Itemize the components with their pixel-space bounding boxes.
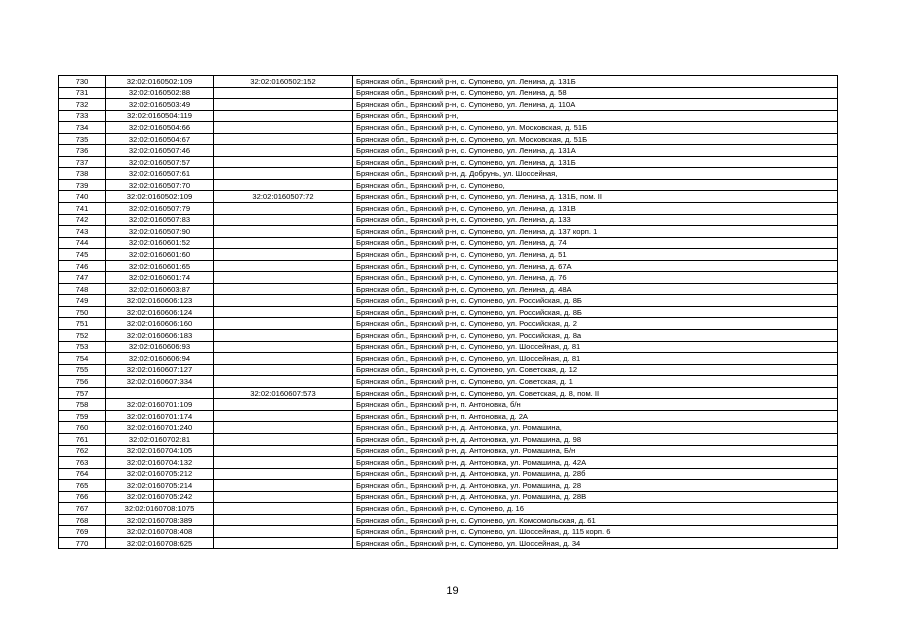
table-row (59, 514, 838, 526)
table-row (59, 480, 838, 492)
table-row (59, 410, 838, 422)
linked-cadastral-number-cell (214, 399, 353, 411)
row-number-cell: 734 (59, 122, 106, 134)
cadastral-number-cell: 32:02:0160705:214 (106, 480, 214, 492)
linked-cadastral-number-cell (214, 330, 353, 342)
address-cell: Брянская обл., Брянский р-н, д. Антоновка, ул. Ромашина, (353, 422, 838, 434)
address-cell: Брянская обл., Брянский р-н, с. Супонево, ул. Ленина, д. 58 (353, 87, 838, 99)
linked-cadastral-number-cell (214, 514, 353, 526)
linked-cadastral-number-cell (214, 364, 353, 376)
cadastral-number-cell: 32:02:0160507:61 (106, 168, 214, 180)
cadastral-number-cell: 32:02:0160504:119 (106, 110, 214, 122)
row-number-cell: 738 (59, 168, 106, 180)
row-number-cell: 730 (59, 76, 106, 88)
linked-cadastral-number-cell (214, 133, 353, 145)
address-cell: Брянская обл., Брянский р-н, с. Супонево, ул. Шоссейная, д. 81 (353, 341, 838, 353)
table-row (59, 433, 838, 445)
linked-cadastral-number-cell (214, 99, 353, 111)
cadastral-table (58, 75, 838, 549)
table-row (59, 503, 838, 515)
address-cell: Брянская обл., Брянский р-н, с. Супонево, ул. Ленина, д. 131А (353, 145, 838, 157)
row-number-cell: 752 (59, 330, 106, 342)
table-row (59, 306, 838, 318)
cadastral-number-cell: 32:02:0160705:212 (106, 468, 214, 480)
row-number-cell: 754 (59, 353, 106, 365)
address-cell: Брянская обл., Брянский р-н, с. Супонево, ул. Российская, д. 8Б (353, 295, 838, 307)
table-row (59, 376, 838, 388)
row-number-cell: 770 (59, 537, 106, 549)
table-row (59, 237, 838, 249)
linked-cadastral-number-cell (214, 260, 353, 272)
address-cell: Брянская обл., Брянский р-н, с. Супонево, ул. Московская, д. 51Б (353, 133, 838, 145)
linked-cadastral-number-cell (214, 214, 353, 226)
row-number-cell: 750 (59, 306, 106, 318)
linked-cadastral-number-cell: 32:02:0160502:152 (214, 76, 353, 88)
linked-cadastral-number-cell (214, 376, 353, 388)
cadastral-number-cell: 32:02:0160507:57 (106, 156, 214, 168)
page-number: 19 (446, 585, 459, 597)
row-number-cell: 749 (59, 295, 106, 307)
address-cell: Брянская обл., Брянский р-н, (353, 110, 838, 122)
table-row (59, 364, 838, 376)
cadastral-number-cell: 32:02:0160507:90 (106, 226, 214, 238)
cadastral-number-cell: 32:02:0160502:109 (106, 191, 214, 203)
table-row (59, 387, 838, 399)
linked-cadastral-number-cell (214, 341, 353, 353)
row-number-cell: 742 (59, 214, 106, 226)
cadastral-number-cell: 32:02:0160705:242 (106, 491, 214, 503)
linked-cadastral-number-cell (214, 168, 353, 180)
cadastral-number-cell: 32:02:0160607:334 (106, 376, 214, 388)
row-number-cell: 751 (59, 318, 106, 330)
row-number-cell: 745 (59, 249, 106, 261)
row-number-cell: 740 (59, 191, 106, 203)
table-row (59, 353, 838, 365)
row-number-cell: 736 (59, 145, 106, 157)
cadastral-number-cell: 32:02:0160601:60 (106, 249, 214, 261)
cadastral-number-cell: 32:02:0160507:79 (106, 203, 214, 215)
cadastral-number-cell: 32:02:0160702:81 (106, 433, 214, 445)
cadastral-number-cell: 32:02:0160606:123 (106, 295, 214, 307)
linked-cadastral-number-cell (214, 422, 353, 434)
row-number-cell: 743 (59, 226, 106, 238)
address-cell: Брянская обл., Брянский р-н, с. Супонево, ул. Ленина, д. 131Б (353, 156, 838, 168)
row-number-cell: 747 (59, 272, 106, 284)
table-row (59, 526, 838, 538)
table-row (59, 133, 838, 145)
row-number-cell: 765 (59, 480, 106, 492)
cadastral-number-cell: 32:02:0160507:70 (106, 179, 214, 191)
linked-cadastral-number-cell (214, 122, 353, 134)
cadastral-number-cell: 32:02:0160708:389 (106, 514, 214, 526)
address-cell: Брянская обл., Брянский р-н, п. Антоновка, б/н (353, 399, 838, 411)
cadastral-number-cell: 32:02:0160606:183 (106, 330, 214, 342)
linked-cadastral-number-cell (214, 537, 353, 549)
cadastral-number-cell: 32:02:0160606:160 (106, 318, 214, 330)
table-row (59, 226, 838, 238)
linked-cadastral-number-cell (214, 491, 353, 503)
address-cell: Брянская обл., Брянский р-н, п. Антоновка, д. 2А (353, 410, 838, 422)
table-row (59, 99, 838, 111)
address-cell: Брянская обл., Брянский р-н, д. Антоновка, ул. Ромашина, д. 28б (353, 468, 838, 480)
row-number-cell: 732 (59, 99, 106, 111)
row-number-cell: 733 (59, 110, 106, 122)
row-number-cell: 735 (59, 133, 106, 145)
cadastral-number-cell: 32:02:0160503:49 (106, 99, 214, 111)
table-row (59, 260, 838, 272)
linked-cadastral-number-cell (214, 226, 353, 238)
row-number-cell: 767 (59, 503, 106, 515)
address-cell: Брянская обл., Брянский р-н, с. Супонево, (353, 179, 838, 191)
linked-cadastral-number-cell (214, 272, 353, 284)
table-row (59, 295, 838, 307)
linked-cadastral-number-cell (214, 457, 353, 469)
cadastral-number-cell: 32:02:0160502:109 (106, 76, 214, 88)
row-number-cell: 766 (59, 491, 106, 503)
address-cell: Брянская обл., Брянский р-н, с. Супонево, ул. Ленина, д. 48А (353, 283, 838, 295)
linked-cadastral-number-cell (214, 237, 353, 249)
address-cell: Брянская обл., Брянский р-н, с. Супонево, ул. Советская, д. 8, пом. II (353, 387, 838, 399)
cadastral-number-cell: 32:02:0160606:124 (106, 306, 214, 318)
linked-cadastral-number-cell (214, 145, 353, 157)
table-row (59, 272, 838, 284)
linked-cadastral-number-cell (214, 295, 353, 307)
row-number-cell: 758 (59, 399, 106, 411)
address-cell: Брянская обл., Брянский р-н, с. Супонево, ул. Ленина, д. 131Б (353, 76, 838, 88)
address-cell: Брянская обл., Брянский р-н, с. Супонево, ул. Ленина, д. 133 (353, 214, 838, 226)
cadastral-number-cell: 32:02:0160704:105 (106, 445, 214, 457)
linked-cadastral-number-cell (214, 480, 353, 492)
table-row (59, 179, 838, 191)
table-row (59, 457, 838, 469)
address-cell: Брянская обл., Брянский р-н, д. Антоновка, ул. Ромашина, д. 42А (353, 457, 838, 469)
linked-cadastral-number-cell (214, 468, 353, 480)
address-cell: Брянская обл., Брянский р-н, с. Супонево, ул. Российская, д. 8а (353, 330, 838, 342)
cadastral-number-cell: 32:02:0160708:625 (106, 537, 214, 549)
linked-cadastral-number-cell (214, 179, 353, 191)
cadastral-number-cell: 32:02:0160504:67 (106, 133, 214, 145)
row-number-cell: 764 (59, 468, 106, 480)
address-cell: Брянская обл., Брянский р-н, д. Антоновка, ул. Ромашина, д. 28 (353, 480, 838, 492)
row-number-cell: 756 (59, 376, 106, 388)
linked-cadastral-number-cell (214, 353, 353, 365)
table-row (59, 249, 838, 261)
table-row (59, 318, 838, 330)
table-row (59, 203, 838, 215)
cadastral-number-cell: 32:02:0160708:1075 (106, 503, 214, 515)
row-number-cell: 739 (59, 179, 106, 191)
table-row (59, 341, 838, 353)
cadastral-number-cell: 32:02:0160603:87 (106, 283, 214, 295)
address-cell: Брянская обл., Брянский р-н, с. Супонево, ул. Советская, д. 12 (353, 364, 838, 376)
table-row (59, 168, 838, 180)
address-cell: Брянская обл., Брянский р-н, с. Супонево, ул. Ленина, д. 67А (353, 260, 838, 272)
table-row (59, 283, 838, 295)
table-row (59, 214, 838, 226)
row-number-cell: 759 (59, 410, 106, 422)
cadastral-number-cell: 32:02:0160606:93 (106, 341, 214, 353)
table-row (59, 122, 838, 134)
linked-cadastral-number-cell (214, 203, 353, 215)
linked-cadastral-number-cell (214, 526, 353, 538)
address-cell: Брянская обл., Брянский р-н, с. Супонево, ул. Ленина, д. 110А (353, 99, 838, 111)
cadastral-number-cell (106, 387, 214, 399)
table-row (59, 468, 838, 480)
table-row (59, 87, 838, 99)
linked-cadastral-number-cell: 32:02:0160507:72 (214, 191, 353, 203)
address-cell: Брянская обл., Брянский р-н, д. Антоновка, ул. Ромашина, д. 98 (353, 433, 838, 445)
address-cell: Брянская обл., Брянский р-н, д. Добрунь, ул. Шоссейная, (353, 168, 838, 180)
row-number-cell: 746 (59, 260, 106, 272)
linked-cadastral-number-cell (214, 306, 353, 318)
table-row (59, 330, 838, 342)
table-row (59, 422, 838, 434)
linked-cadastral-number-cell (214, 410, 353, 422)
linked-cadastral-number-cell (214, 87, 353, 99)
row-number-cell: 731 (59, 87, 106, 99)
cadastral-number-cell: 32:02:0160704:132 (106, 457, 214, 469)
address-cell: Брянская обл., Брянский р-н, с. Супонево, ул. Ленина, д. 137 корп. 1 (353, 226, 838, 238)
table-row (59, 145, 838, 157)
cadastral-number-cell: 32:02:0160507:83 (106, 214, 214, 226)
linked-cadastral-number-cell (214, 433, 353, 445)
table-row (59, 399, 838, 411)
address-cell: Брянская обл., Брянский р-н, д. Антоновка, ул. Ромашина, Б/н (353, 445, 838, 457)
table-row (59, 156, 838, 168)
cadastral-number-cell: 32:02:0160601:52 (106, 237, 214, 249)
row-number-cell: 737 (59, 156, 106, 168)
cadastral-number-cell: 32:02:0160502:88 (106, 87, 214, 99)
address-cell: Брянская обл., Брянский р-н, с. Супонево, ул. Ленина, д. 76 (353, 272, 838, 284)
address-cell: Брянская обл., Брянский р-н, с. Супонево, ул. Ленина, д. 131Б, пом. II (353, 191, 838, 203)
table-row (59, 491, 838, 503)
address-cell: Брянская обл., Брянский р-н, с. Супонево, ул. Комсомольская, д. 61 (353, 514, 838, 526)
table-row (59, 110, 838, 122)
table-row (59, 537, 838, 549)
cadastral-number-cell: 32:02:0160504:66 (106, 122, 214, 134)
row-number-cell: 741 (59, 203, 106, 215)
address-cell: Брянская обл., Брянский р-н, с. Супонево, ул. Ленина, д. 74 (353, 237, 838, 249)
address-cell: Брянская обл., Брянский р-н, с. Супонево, ул. Российская, д. 2 (353, 318, 838, 330)
cadastral-number-cell: 32:02:0160701:240 (106, 422, 214, 434)
cadastral-number-cell: 32:02:0160701:174 (106, 410, 214, 422)
table-row (59, 191, 838, 203)
row-number-cell: 757 (59, 387, 106, 399)
row-number-cell: 763 (59, 457, 106, 469)
address-cell: Брянская обл., Брянский р-н, с. Супонево, ул. Ленина, д. 51 (353, 249, 838, 261)
linked-cadastral-number-cell (214, 503, 353, 515)
address-cell: Брянская обл., Брянский р-н, д. Антоновка, ул. Ромашина, д. 28В (353, 491, 838, 503)
row-number-cell: 768 (59, 514, 106, 526)
address-cell: Брянская обл., Брянский р-н, с. Супонево, ул. Шоссейная, д. 81 (353, 353, 838, 365)
row-number-cell: 761 (59, 433, 106, 445)
cadastral-number-cell: 32:02:0160606:94 (106, 353, 214, 365)
linked-cadastral-number-cell (214, 445, 353, 457)
cadastral-number-cell: 32:02:0160601:65 (106, 260, 214, 272)
address-cell: Брянская обл., Брянский р-н, с. Супонево, ул. Ленина, д. 131В (353, 203, 838, 215)
table-body (59, 76, 838, 549)
cadastral-number-cell: 32:02:0160701:109 (106, 399, 214, 411)
linked-cadastral-number-cell (214, 156, 353, 168)
address-cell: Брянская обл., Брянский р-н, с. Супонево, ул. Шоссейная, д. 115 корп. 6 (353, 526, 838, 538)
address-cell: Брянская обл., Брянский р-н, с. Супонево, ул. Советская, д. 1 (353, 376, 838, 388)
address-cell: Брянская обл., Брянский р-н, с. Супонево, д. 16 (353, 503, 838, 515)
linked-cadastral-number-cell (214, 249, 353, 261)
cadastral-number-cell: 32:02:0160607:127 (106, 364, 214, 376)
cadastral-number-cell: 32:02:0160708:408 (106, 526, 214, 538)
row-number-cell: 755 (59, 364, 106, 376)
table-row (59, 445, 838, 457)
linked-cadastral-number-cell (214, 318, 353, 330)
address-cell: Брянская обл., Брянский р-н, с. Супонево, ул. Московская, д. 51Б (353, 122, 838, 134)
table-row (59, 76, 838, 88)
row-number-cell: 760 (59, 422, 106, 434)
cadastral-number-cell: 32:02:0160601:74 (106, 272, 214, 284)
address-cell: Брянская обл., Брянский р-н, с. Супонево, ул. Российская, д. 8Б (353, 306, 838, 318)
linked-cadastral-number-cell: 32:02:0160607:573 (214, 387, 353, 399)
linked-cadastral-number-cell (214, 283, 353, 295)
cadastral-number-cell: 32:02:0160507:46 (106, 145, 214, 157)
row-number-cell: 744 (59, 237, 106, 249)
row-number-cell: 748 (59, 283, 106, 295)
row-number-cell: 762 (59, 445, 106, 457)
row-number-cell: 769 (59, 526, 106, 538)
linked-cadastral-number-cell (214, 110, 353, 122)
row-number-cell: 753 (59, 341, 106, 353)
address-cell: Брянская обл., Брянский р-н, с. Супонево, ул. Шоссейная, д. 34 (353, 537, 838, 549)
